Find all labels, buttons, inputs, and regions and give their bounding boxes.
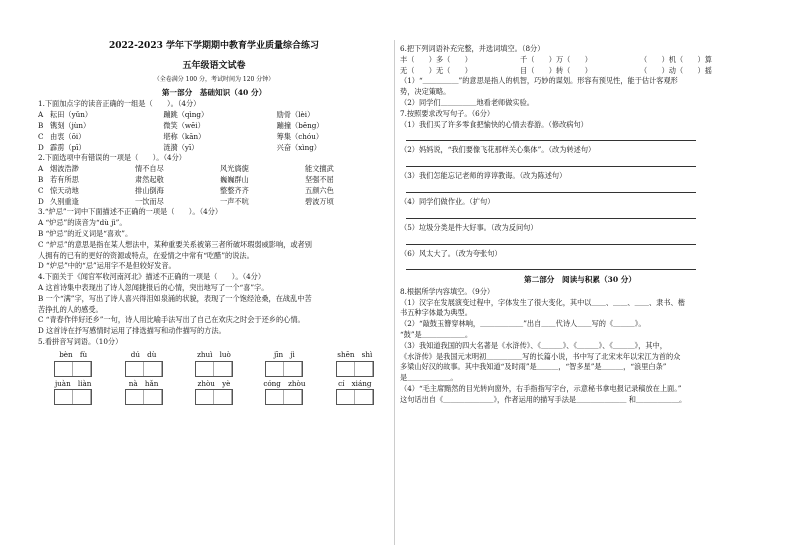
pinyin: bèn fù xyxy=(59,349,88,359)
pinyin: juàn liàn xyxy=(54,378,92,388)
question-1 xyxy=(38,99,390,153)
q3-stem: 3.“炉忌”一词中下面描述不正确的一项是（ ）。（4分） xyxy=(38,207,223,217)
answer-line[interactable] xyxy=(406,236,696,245)
q6-line: （2）同学们＿＿＿＿＿地看老师做实验。 xyxy=(400,97,534,107)
q1-option: C 由衷（ōi） 堪称（kān） 筹集（chóu） xyxy=(38,131,324,141)
q2-option: B 若有所思 肃然起敬 巍巍群山 坚强不屈 xyxy=(38,174,334,184)
question-7 xyxy=(400,109,760,271)
q3-line: D “炉忌”中的“忌”运用字不是但较好发音。 xyxy=(38,261,176,271)
answer-line[interactable] xyxy=(406,158,696,167)
writing-box[interactable] xyxy=(179,361,249,377)
question-3 xyxy=(38,207,390,272)
q8-line: （1）汉字在发展演变过程中，字体发生了很大变化，其中以＿＿、＿＿、＿＿、隶书、楷 xyxy=(400,297,685,307)
q4-line: D 这首诗在抒写感情时运用了排选描写和动作描写的方法。 xyxy=(38,326,226,336)
q3-line: B “炉忌”的近义词是“喜欢”。 xyxy=(38,228,133,238)
answer-line[interactable] xyxy=(406,261,696,270)
pinyin: cí xiáng xyxy=(338,378,372,388)
writing-box[interactable] xyxy=(249,361,319,377)
q8-line: 《水浒传》是我国元末明初＿＿＿＿＿写的长篇小说，书中写了北宋末年以宋江为首的众 xyxy=(400,351,681,361)
q4-line: C “青春作伴好还乡”一句，诗人用比喻手法写出了自己在欢庆之时会于还乡的心情。 xyxy=(38,315,305,325)
question-4 xyxy=(38,272,390,337)
q3-line: 人拥有的已有的更好的资源或特点，在爱情之中常有“吃醋”的说法。 xyxy=(38,250,254,260)
q3-line: A “炉忌”的读音为“dù jì”。 xyxy=(38,218,127,228)
q1-option: D 霹雳（pī） 涟漪（yī） 兴奋（xìng） xyxy=(38,142,321,152)
pinyin: zhuì luò xyxy=(197,349,231,359)
pinyin: shēn shì xyxy=(337,349,373,359)
writing-box[interactable] xyxy=(108,361,178,377)
left-column xyxy=(38,41,390,407)
q1-option: A 耘田（yǔn） 蹦跳（qìng） 励骨（lèi） xyxy=(38,110,315,120)
exam-subtitle: 五年级语文试卷 xyxy=(182,60,246,71)
q1-stem: 1.下面加点字的读音正确的一组是（ ）。（4分） xyxy=(38,99,201,109)
pinyin: jīn jì xyxy=(273,349,295,359)
writing-box[interactable] xyxy=(320,389,390,405)
writing-boxes-row-1[interactable] xyxy=(38,361,390,377)
pinyin-row-1 xyxy=(38,350,390,361)
q6-row-1: 丰（ ）多（ ） 千（ ）万（ ） （ ）机（ ）算 xyxy=(400,54,712,64)
q6-row-2: 无（ ）无（ ） 目（ ）转（ ） （ ）动（ ）摇 xyxy=(400,65,712,75)
q4-line: A 这首诗集中表现出了诗人忽闻捷报后的心情，突出地写了一个“喜”字。 xyxy=(38,282,269,292)
writing-box[interactable] xyxy=(320,361,390,377)
q4-line: B 一个“满”字，写出了诗人喜兴得泪如泉涌的状貌，表现了一个饱经沧桑，在战乱中苦 xyxy=(38,293,312,303)
pinyin: dú dù xyxy=(130,349,157,359)
q7-item: （4）同学们做作业。（扩句） xyxy=(400,196,495,206)
question-2 xyxy=(38,153,390,207)
q8-line: 书五种字体最为典型。 xyxy=(400,308,472,318)
q8-line: 多梁山好汉的故事。其中我知道“及时雨”是＿＿＿，“智多星”是＿＿＿，“浪里白条” xyxy=(400,362,667,372)
q6-line: （1）“＿＿＿＿＿”的意思是指人的机智，巧妙的谋划。形容有预见性，能于估计客观形 xyxy=(400,76,678,86)
writing-boxes-row-2[interactable] xyxy=(38,389,390,405)
right-column xyxy=(400,44,760,406)
answer-line[interactable] xyxy=(406,132,696,141)
q8-line: （3）我知道我国的四大名著是《水浒传》、《＿＿＿》、《＿＿＿》、《＿＿＿》，其中， xyxy=(400,340,667,350)
q7-stem: 7.按照要求改写句子。（6分） xyxy=(400,108,495,118)
q7-item: （6）风太大了。（改为夸张句） xyxy=(400,248,502,258)
writing-box[interactable] xyxy=(38,361,108,377)
q4-line: 苦挣扎的人的感受。 xyxy=(38,304,103,314)
pinyin-row-2 xyxy=(38,379,390,390)
q8-line: （4）“毛主席黯然的目光转向窗外，右手指指写字台，示意秘书拿电报记录稿放在上面。” xyxy=(400,383,682,393)
question-5 xyxy=(38,337,390,405)
pinyin: zhòu yè xyxy=(197,378,231,388)
pinyin: nà hǎn xyxy=(128,378,159,388)
column-divider xyxy=(394,40,395,545)
exam-title: 2022-2023 学年下学期期中教育学业质量综合练习 xyxy=(109,41,319,51)
question-6 xyxy=(400,44,760,109)
q8-line: 这句话出自《＿＿＿＿＿＿＿》，作者运用的描写手法是＿＿＿＿＿＿＿ 和＿＿＿＿＿＿。 xyxy=(400,394,687,404)
q2-option: C 惊天动地 排山倒海 整整齐齐 五颜六色 xyxy=(38,185,334,195)
q7-item: （5）垃圾分类是件大好事。（改为反问句） xyxy=(400,222,538,232)
q2-stem: 2.下面选项中有错误的一项是（ ）。（4分） xyxy=(38,153,186,163)
q8-line: （2）“敲鼓玉簪穿林响，＿＿＿＿＿＿”出自＿＿代诗人＿＿写的《＿＿＿》。 xyxy=(400,319,646,329)
part1-heading: 第一部分 基础知识（40 分） xyxy=(161,88,267,97)
q5-stem: 5.看拼音写词语。（10分） xyxy=(38,336,123,346)
writing-box[interactable] xyxy=(249,389,319,405)
q2-option: A 烟波浩渺 情不自尽 风光旖旎 能文擅武 xyxy=(38,164,334,174)
q8-line: “鼓”是＿＿＿＿＿＿。 xyxy=(400,329,473,339)
q3-line: C “炉忌”的意思是指在某人想法中，某种重要关系被第三者所破坏瑕弱威影响，或者别 xyxy=(38,239,312,249)
q8-line: 是＿＿＿＿＿＿。 xyxy=(400,373,458,383)
pinyin: cóng zhòu xyxy=(263,378,306,388)
answer-line[interactable] xyxy=(406,210,696,219)
q6-stem: 6.把下列词语补充完整，并选词填空。（8分） xyxy=(400,44,545,53)
exam-note: （全卷满分 100 分，考试时间为 120 分钟） xyxy=(153,76,275,83)
writing-box[interactable] xyxy=(108,389,178,405)
q4-stem: 4.下面关于《闻官军收河南河北》描述不正确的一项是（ ）。（4分） xyxy=(38,272,266,282)
part2-heading: 第二部分 阅读与积累（30 分） xyxy=(524,275,636,285)
q7-item: （2）妈妈说，“我们要像飞花那样关心集体”。（改为转述句） xyxy=(400,145,596,155)
writing-box[interactable] xyxy=(38,389,108,405)
q7-item: （3）我们怎能忘记老师的谆谆教诲。（改为陈述句） xyxy=(400,171,567,181)
writing-box[interactable] xyxy=(179,389,249,405)
q7-item: （1）我们买了许多零食把愉快的心情去春游。（修改病句） xyxy=(400,119,588,129)
q6-line: 势，决定策略。 xyxy=(400,87,451,97)
q1-option: B 镌刻（jùn） 微笑（wēi） 蹦撞（bēng） xyxy=(38,120,324,130)
question-8 xyxy=(400,287,760,406)
q8-stem: 8.根据所学内容填空。（9分） xyxy=(400,286,495,296)
q2-option: D 久别重逢 一饮而尽 一声不吭 碧波万顷 xyxy=(38,196,334,206)
answer-line[interactable] xyxy=(406,184,696,193)
